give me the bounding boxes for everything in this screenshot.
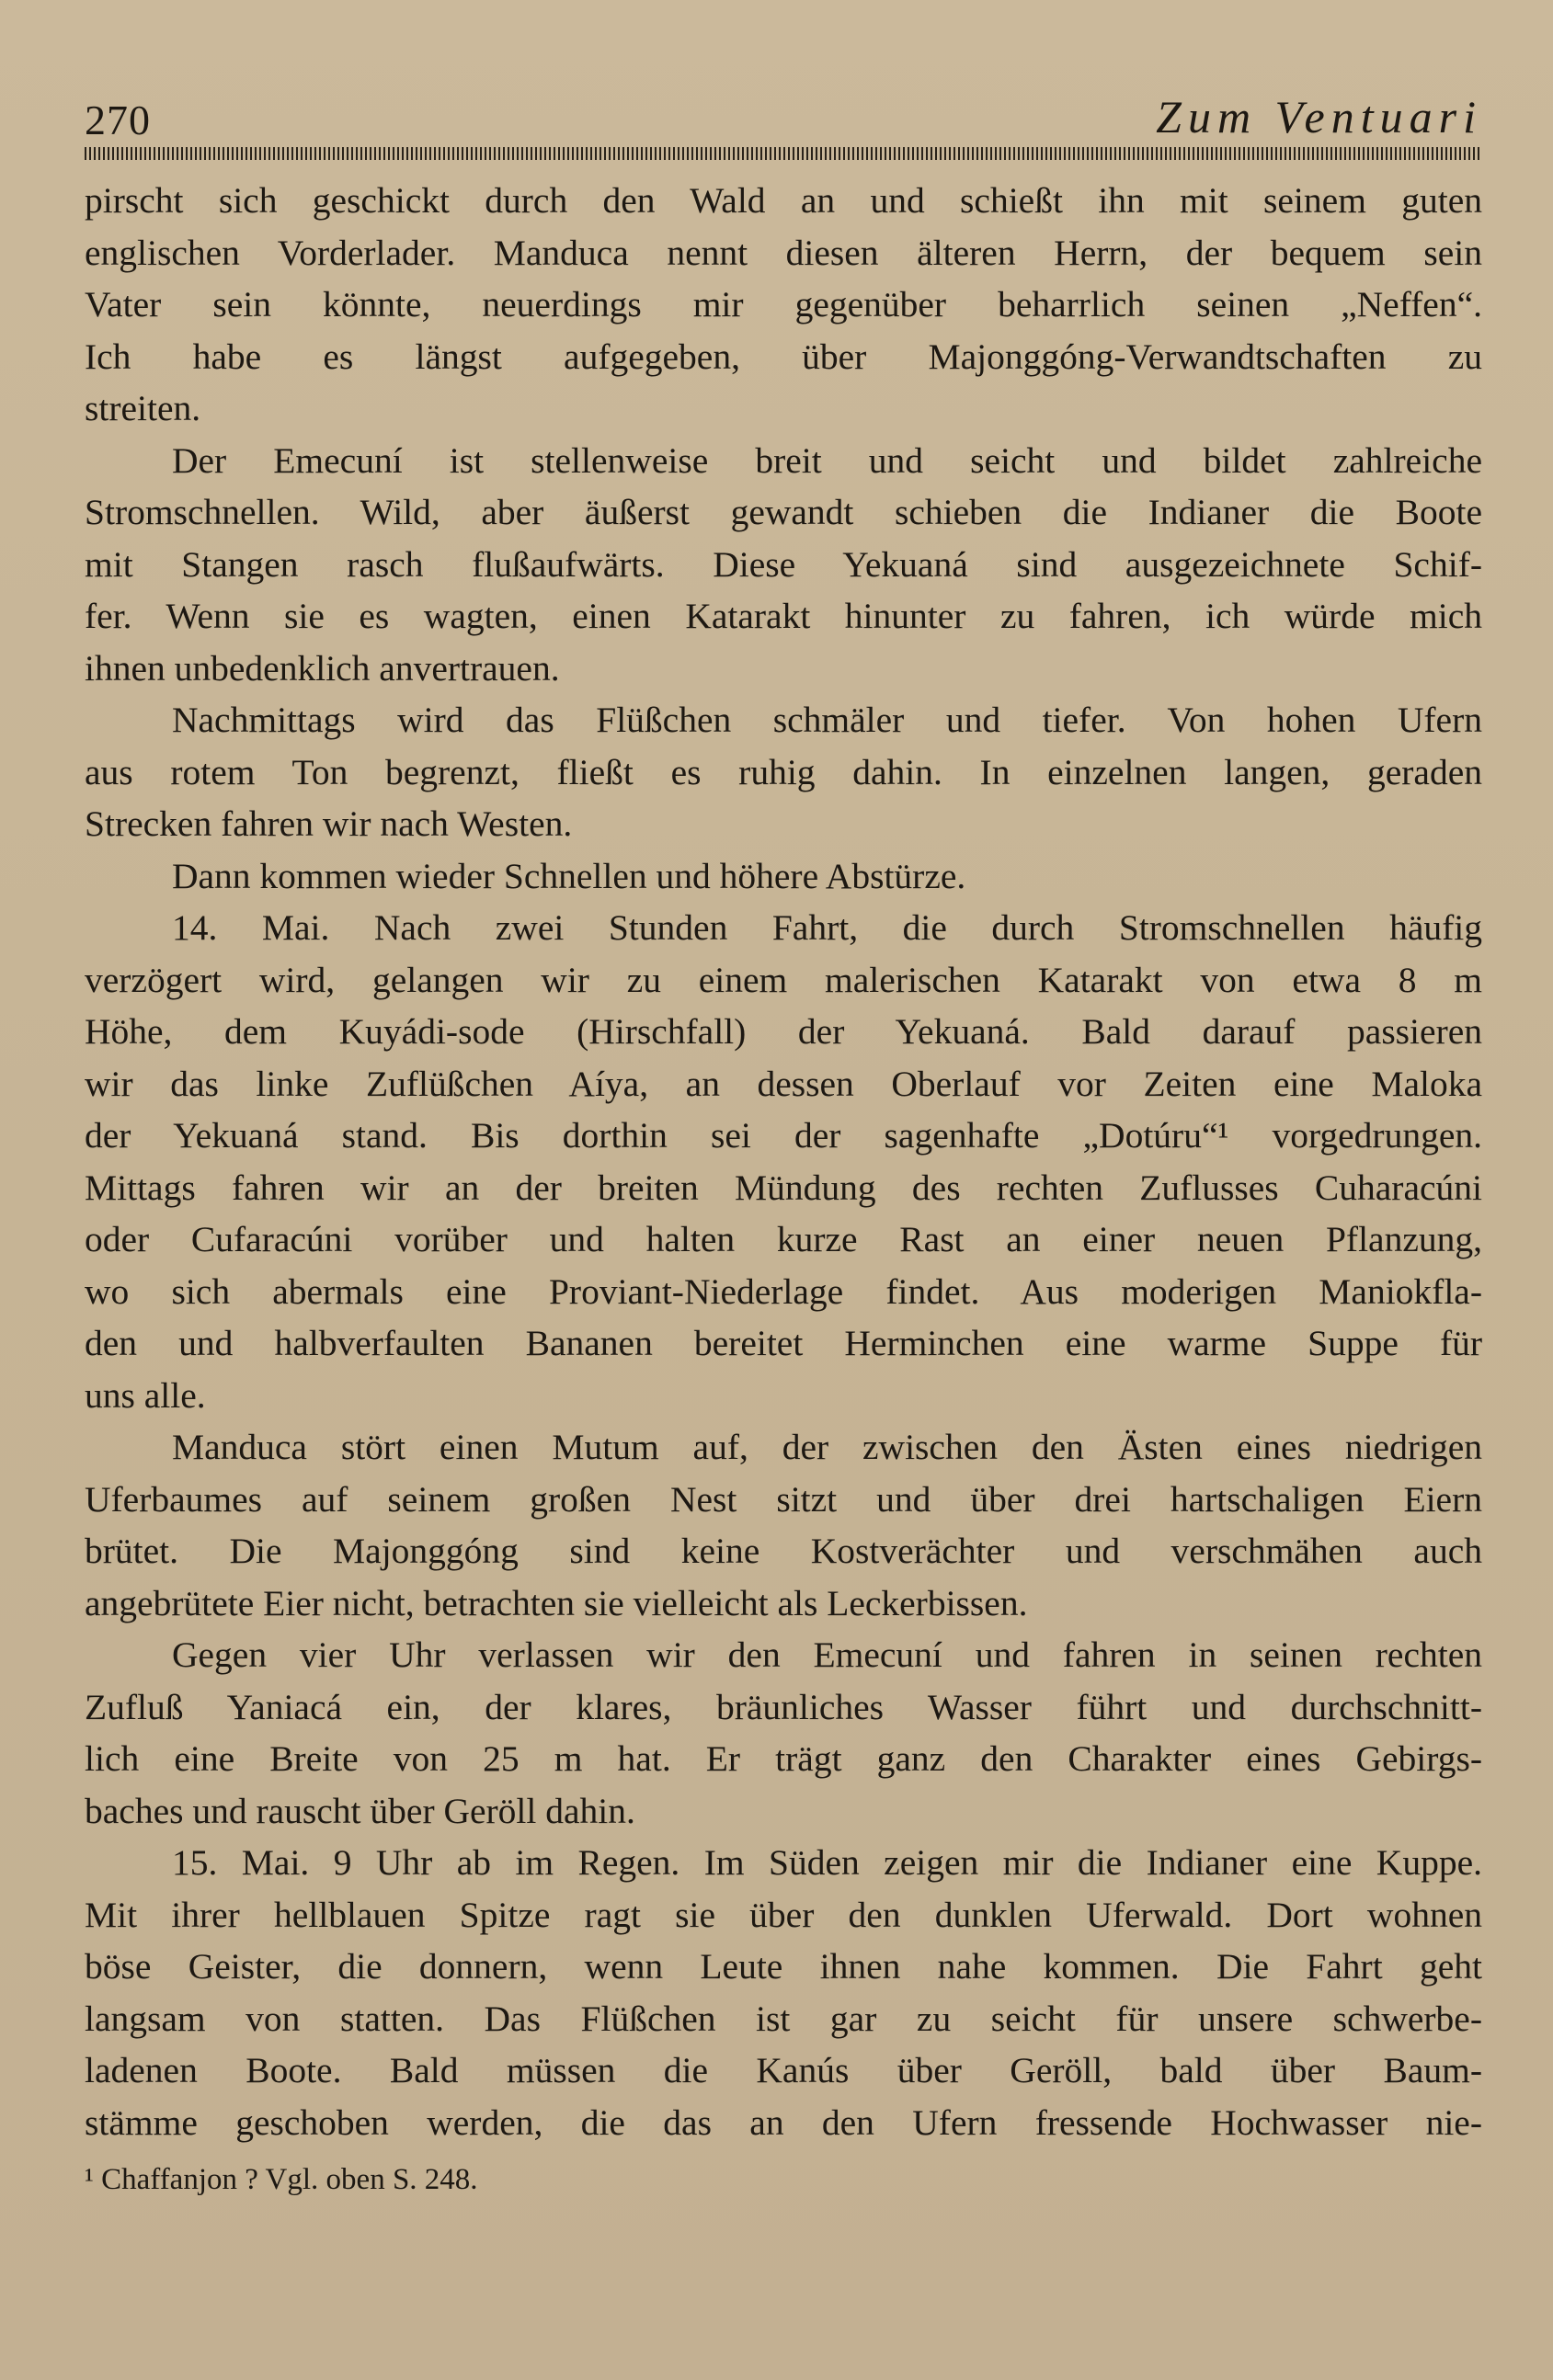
text-line: 14. Mai. Nach zwei Stunden Fahrt, die durch Stromschnellen häufig — [172, 907, 1482, 948]
text-line: Höhe, dem Kuyádi-sode (Hirschfall) der Yekuaná. Bald darauf passieren — [85, 1011, 1482, 1052]
page-number: 270 — [85, 97, 151, 143]
text-line: der Yekuaná stand. Bis dorthin sei der sagenhafte „Dotúru“¹ vorgedrungen. — [85, 1115, 1482, 1156]
text-line: Nachmittags wird das Flüßchen schmäler und tiefer. Von hohen Ufern — [172, 700, 1482, 740]
footnote: ¹ Chaffanjon ? Vgl. oben S. 248. — [85, 2163, 478, 2196]
text-line: oder Cufaracúni vorüber und halten kurze Rast an einer neuen Pflanzung, — [85, 1219, 1482, 1259]
text-line: brütet. Die Majonggóng sind keine Kostverächter und verschmähen auch — [85, 1531, 1482, 1571]
text-line: böse Geister, die donnern, wenn Leute ihnen nahe kommen. Die Fahrt geht — [85, 1946, 1482, 1987]
text-line: ihnen unbedenklich anvertrauen. — [85, 647, 560, 689]
text-line: Mittags fahren wir an der breiten Mündung des rechten Zuflusses Cuharacúni — [85, 1167, 1482, 1208]
text-line: Dann kommen wieder Schnellen und höhere Abstürze. — [172, 855, 966, 896]
text-line: uns alle. — [85, 1374, 206, 1416]
text-line: fer. Wenn sie es wagten, einen Katarakt hinunter zu fahren, ich würde mich — [85, 596, 1482, 636]
text-line: wo sich abermals eine Proviant-Niederlage findet. Aus moderigen Maniokfla- — [85, 1270, 1482, 1312]
text-line: lich eine Breite von 25 m hat. Er trägt ganz den Charakter eines Gebirgs- — [85, 1738, 1482, 1779]
header-rule — [85, 147, 1482, 160]
text-line: verzögert wird, gelangen wir zu einem malerischen Katarakt von etwa 8 m — [85, 959, 1482, 1000]
text-line: baches und rauscht über Geröll dahin. — [85, 1790, 635, 1831]
text-line: Stromschnellen. Wild, aber äußerst gewandt schieben die Indianer die Boote — [85, 492, 1482, 532]
text-line: englischen Vorderlader. Manduca nennt diesen älteren Herrn, der bequem sein — [85, 232, 1482, 273]
text-line: streiten. — [85, 388, 201, 428]
text-line: langsam von statten. Das Flüßchen ist gar zu seicht für unsere schwerbe- — [85, 1998, 1482, 2039]
text-line: ladenen Boote. Bald müssen die Kanús über Geröll, bald über Baum- — [85, 2050, 1482, 2090]
text-line: wir das linke Zuflüßchen Aíya, an dessen Oberlauf vor Zeiten eine Maloka — [85, 1063, 1482, 1104]
page-header — [85, 90, 1482, 154]
text-line: aus rotem Ton begrenzt, fließt es ruhig dahin. In einzelnen langen, geraden — [85, 751, 1482, 792]
text-line: Gegen vier Uhr verlassen wir den Emecuní und fahren in seinen rechten — [172, 1634, 1482, 1675]
text-line: mit Stangen rasch flußaufwärts. Diese Yekuaná sind ausgezeichnete Schif- — [85, 543, 1482, 585]
text-line: Der Emecuní ist stellenweise breit und seicht und bildet zahlreiche — [172, 439, 1482, 481]
text-line: Vater sein könnte, neuerdings mir gegenüber beharrlich seinen „Neffen“. — [85, 284, 1482, 325]
body-text — [85, 175, 1482, 2148]
text-line: Zufluß Yaniacá ein, der klares, bräunliches Wasser führt und durchschnitt- — [85, 1686, 1482, 1727]
text-line: Uferbaumes auf seinem großen Nest sitzt und über drei hartschaligen Eiern — [85, 1478, 1482, 1520]
text-line: den und halbverfaulten Bananen bereitet Herminchen eine warme Suppe für — [85, 1323, 1482, 1363]
text-line: Strecken fahren wir nach Westen. — [85, 803, 573, 844]
text-line: pirscht sich geschickt durch den Wald an und schießt ihn mit seinem guten — [85, 180, 1482, 221]
text-line: Ich habe es längst aufgegeben, über Majonggóng-Verwandtschaften zu — [85, 336, 1482, 377]
text-line: stämme geschoben werden, die das an den Ufern fressende Hochwasser nie- — [85, 2101, 1482, 2143]
text-line: Mit ihrer hellblauen Spitze ragt sie über den dunklen Uferwald. Dort wohnen — [85, 1894, 1482, 1935]
running-title: Zum Ventuari — [1156, 91, 1482, 142]
text-line: 15. Mai. 9 Uhr ab im Regen. Im Süden zeigen mir die Indianer eine Kuppe. — [172, 1842, 1482, 1883]
text-line: Manduca stört einen Mutum auf, der zwischen den Ästen eines niedrigen — [172, 1427, 1482, 1467]
text-line: angebrütete Eier nicht, betrachten sie vielleicht als Leckerbissen. — [85, 1582, 1028, 1623]
